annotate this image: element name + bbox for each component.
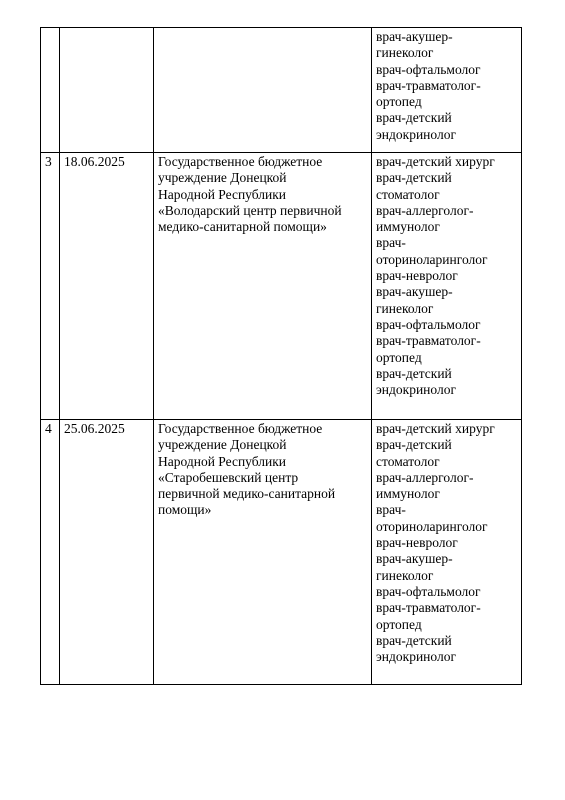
cell-text-line: врач-травматолог- [376,600,481,616]
cell-text-line: врач-акушер- [376,551,453,567]
cell-text-line: стоматолог [376,186,440,202]
visit-date-cell [60,28,154,153]
cell-text-line: эндокринолог [376,126,456,142]
cell-text-line: первичной медико-санитарной [158,486,336,502]
cell-text-line: врач-детский [376,170,452,186]
row-number-cell: 4 [41,420,60,685]
organization-cell [154,28,372,153]
cell-text-line: гинеколог [376,300,434,316]
specialists-cell [372,153,522,420]
visit-date-cell: 25.06.2025 [60,420,154,685]
cell-text-line: врач-аллерголог- [376,469,474,485]
cell-text-line: учреждение Донецкой [158,437,287,453]
cell-text-line: Государственное бюджетное [158,154,323,169]
cell-text-line: помощи» [158,502,212,518]
specialists-cell [372,420,522,685]
cell-text-line: иммунолог [376,486,440,502]
cell-text-line: ортопед [376,94,422,110]
cell-text-line: оториноларинголог [376,518,488,534]
cell-text-line: врач-травматолог- [376,77,481,93]
cell-text-line: врач- [376,235,406,251]
cell-text-line: врач-детский [376,632,452,648]
cell-text-line: врач-детский [376,110,452,126]
row-number-cell [41,28,60,153]
cell-text-line: оториноларинголог [376,251,488,267]
cell-text-line: медико-санитарной помощи» [158,219,327,235]
table-row-continuation [41,28,522,153]
cell-text-line: учреждение Донецкой [158,170,287,186]
cell-text-line: врач-невролог [376,268,458,284]
cell-text-line: ортопед [376,349,422,365]
table-row [41,420,522,685]
cell-text-line: ортопед [376,616,422,632]
cell-text-line: гинеколог [376,567,434,583]
cell-text-line: «Володарский центр первичной [158,202,342,218]
cell-text-line: врач-офтальмолог [376,583,481,599]
cell-text-line: врач-акушер- [376,284,453,300]
cell-text-line: врач-травматолог- [376,333,481,349]
cell-text-line: врач- [376,502,406,518]
cell-text-line: врач-офтальмолог [376,61,481,77]
cell-text-line: гинеколог [376,45,434,61]
table-row [41,153,522,420]
cell-text-line: Государственное бюджетное [158,421,323,436]
row-number-cell: 3 [41,153,60,420]
cell-text-line: врач-офтальмолог [376,316,481,332]
cell-text-line: врач-невролог [376,535,458,551]
cell-text-line: «Старобешевский центр [158,469,299,485]
cell-text-line: врач-детский [376,437,452,453]
cell-text-line: врач-детский хирург [376,421,495,436]
cell-text-line: врач-детский хирург [376,154,495,169]
cell-text-line: эндокринолог [376,382,456,398]
organization-cell [154,420,372,685]
cell-text-line: Народной Республики [158,186,287,202]
visit-date-cell: 18.06.2025 [60,153,154,420]
schedule-table [40,27,522,685]
organization-cell [154,153,372,420]
cell-text-line: эндокринолог [376,649,456,665]
cell-text-line: врач-акушер- [376,29,453,44]
cell-text-line: иммунолог [376,219,440,235]
specialists-cell [372,28,522,153]
cell-text-line: Народной Республики [158,453,287,469]
cell-text-line: врач-аллерголог- [376,202,474,218]
cell-text-line: врач-детский [376,365,452,381]
cell-text-line: стоматолог [376,453,440,469]
